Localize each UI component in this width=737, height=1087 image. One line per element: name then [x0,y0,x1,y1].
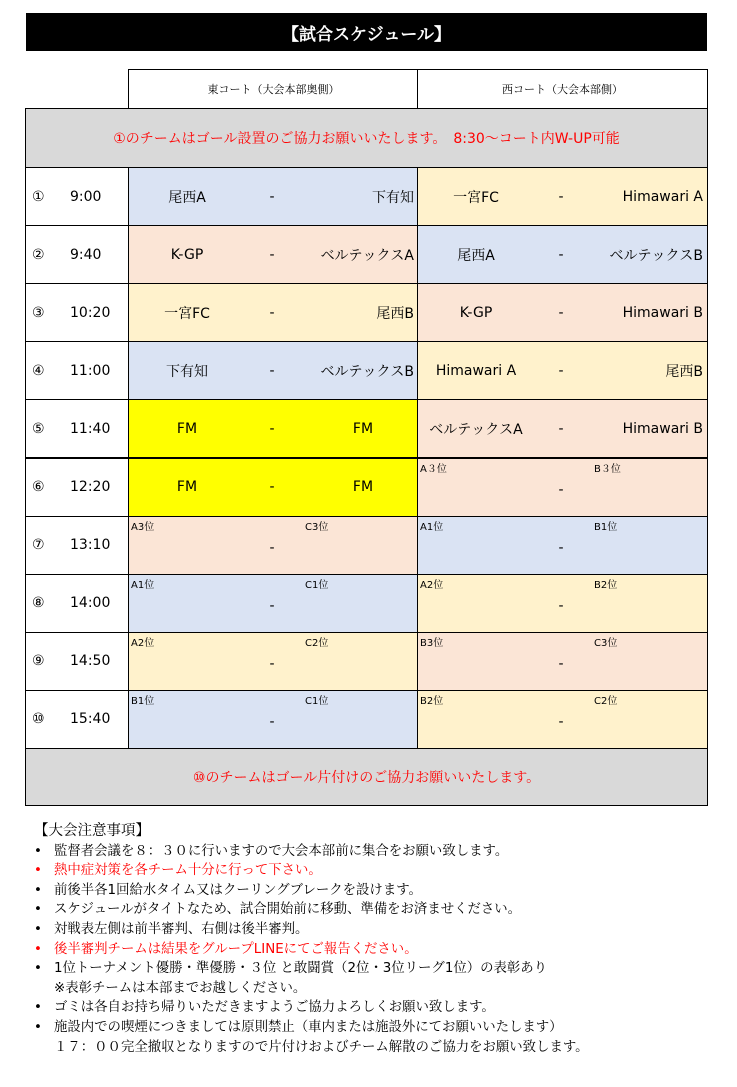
versus-dash: - [558,188,564,205]
match-time: 14:50 [70,653,111,670]
west-match-cell [417,167,708,226]
note-line: 施設内での喫煙につきましては原則禁止（車内または施設外にてお願いいたします） [54,1019,563,1035]
west-match-cell [417,690,708,749]
row-time-cell [25,167,129,226]
row-time-cell [25,341,129,400]
home-team: FM [176,420,198,437]
match-number: ③ [32,304,45,321]
home-seed: B1位 [131,695,155,707]
versus-dash: - [269,188,275,205]
away-team: ベルテックスA [320,247,414,264]
versus-dash: - [558,420,564,437]
away-team: FM [352,479,374,496]
note-item [30,940,720,960]
note-line: ゴミは各自お持ち帰りいただきますようご協力よろしくお願い致します。 [54,1000,495,1016]
note-line: 熱中症対策を各チーム十分に行って下さい。 [54,863,322,879]
bottom-notice: ⑩のチームはゴール片付けのご協力お願いいたします。 [25,748,708,806]
note-line: スケジュールがタイトなため、試合開始前に移動、準備をお済ませください。 [54,902,522,918]
away-seed: C1位 [305,695,329,707]
note-line: 対戦表左側は前半審判、右側は後半審判。 [54,921,309,937]
west-match-cell [417,574,708,633]
note-line: １７：００完全撤収となりますので片付けおよびチーム解散のご協力をお願い致します。 [54,1039,589,1055]
versus-dash: - [558,597,564,614]
row-time-cell [25,516,129,575]
west-match-cell [417,516,708,575]
away-team: 尾西B [376,305,414,322]
versus-dash: - [558,713,564,730]
home-team: K-GP [170,246,204,263]
note-item [30,959,720,998]
bullet-icon: • [34,961,42,977]
row-time-cell [25,690,129,749]
home-team: Himawari A [435,362,517,379]
east-match-cell [128,516,419,575]
east-match-cell [128,341,419,400]
match-number: ⑥ [32,479,45,496]
versus-dash: - [269,420,275,437]
home-team: 尾西A [168,189,206,206]
notes-section [30,822,720,1057]
versus-dash: - [269,304,275,321]
east-court-header: 東コート（大会本部奥側） [128,69,419,109]
bullet-icon: • [34,882,42,898]
match-time: 11:40 [70,420,111,437]
row-time-cell [25,399,129,458]
away-team: Himawari B [622,420,703,437]
east-match-cell [128,399,419,458]
row-time-cell [25,225,129,284]
home-team: K-GP [459,304,493,321]
note-item [30,842,720,862]
away-seed: C3位 [305,521,329,533]
away-seed: C2位 [305,637,329,649]
away-team: 尾西B [665,363,703,380]
note-line: ※表彰チームは本部までお越しください。 [54,980,307,996]
home-team: 一宮FC [164,305,210,322]
east-match-cell [128,167,419,226]
away-seed: B1位 [594,521,618,533]
match-number: ⑨ [32,653,45,670]
versus-dash: - [269,713,275,730]
west-match-cell [417,341,708,400]
row-time-cell [25,632,129,691]
match-time: 13:10 [70,537,111,554]
west-court-header: 西コート（大会本部側） [417,69,708,109]
east-match-cell [128,632,419,691]
note-item [30,900,720,920]
away-seed: C3位 [594,637,618,649]
bullet-icon: • [34,902,42,918]
match-number: ⑩ [32,711,45,728]
west-match-cell [417,225,708,284]
home-team: 下有知 [166,363,208,380]
versus-dash: - [269,362,275,379]
match-number: ④ [32,362,45,379]
note-line: 前後半各1回給水タイム又はクーリングブレークを設けます。 [54,882,422,898]
versus-dash: - [269,597,275,614]
versus-dash: - [558,539,564,556]
match-number: ① [32,188,45,205]
match-time: 12:20 [70,479,111,496]
away-team: Himawari A [622,188,703,205]
note-line: 後半審判チームは結果をグループLINEにてご報告ください。 [54,941,418,957]
match-number: ② [32,246,45,263]
page-title: 【試合スケジュール】 [26,13,707,51]
match-time: 9:40 [70,246,102,263]
home-seed: A2位 [420,579,444,591]
home-seed: A1位 [420,521,444,533]
versus-dash: - [558,655,564,672]
notes-heading: 【大会注意事項】 [34,823,150,839]
match-number: ⑦ [32,537,45,554]
west-match-cell [417,458,708,517]
versus-dash: - [558,246,564,263]
home-seed: A2位 [131,637,155,649]
home-seed: B3位 [420,637,444,649]
row-time-cell [25,283,129,342]
versus-dash: - [558,481,564,498]
bullet-icon: • [34,941,42,957]
bullet-icon: • [34,1019,42,1035]
home-team: ベルテックスA [429,421,523,438]
row-time-cell [25,574,129,633]
east-match-cell [128,690,419,749]
bullet-icon: • [34,843,42,859]
home-seed: B2位 [420,695,444,707]
versus-dash: - [269,479,275,496]
row-time-cell [25,458,129,517]
home-seed: A1位 [131,579,155,591]
away-team: Himawari B [622,304,703,321]
home-seed: A3位 [131,521,155,533]
away-seed: B2位 [594,579,618,591]
note-item [30,1018,720,1057]
east-match-cell [128,458,419,517]
away-seed: C2位 [594,695,618,707]
versus-dash: - [269,539,275,556]
bullet-icon: • [34,921,42,937]
versus-dash: - [558,362,564,379]
away-seed: C1位 [305,579,329,591]
home-seed: A３位 [420,463,447,475]
note-line: 1位トーナメント優勝・準優勝・３位 と敢闘賞（2位・3位リーグ1位）の表彰あり [54,961,548,977]
east-match-cell [128,283,419,342]
home-team: 尾西A [457,247,495,264]
west-match-cell [417,283,708,342]
versus-dash: - [269,655,275,672]
note-item [30,998,720,1018]
home-team: FM [176,479,198,496]
west-match-cell [417,399,708,458]
away-team: FM [352,420,374,437]
match-time: 14:00 [70,595,111,612]
note-item [30,861,720,881]
away-team: 下有知 [372,189,414,206]
note-line: 監督者会議を８：３０に行いますので大会本部前に集合をお願い致します。 [54,843,509,859]
west-match-cell [417,632,708,691]
match-number: ⑧ [32,595,45,612]
match-time: 9:00 [70,188,102,205]
match-number: ⑤ [32,420,45,437]
note-item [30,881,720,901]
match-time: 11:00 [70,362,111,379]
match-time: 15:40 [70,711,111,728]
east-match-cell [128,574,419,633]
away-seed: B３位 [594,463,621,475]
schedule-table [25,69,708,806]
note-item [30,920,720,940]
bullet-icon: • [34,863,42,879]
east-match-cell [128,225,419,284]
top-notice: ①のチームはゴール設置のご協力お願いいたします。 8:30～コート内W-UP可能 [25,108,708,168]
match-time: 10:20 [70,304,111,321]
away-team: ベルテックスB [609,247,703,264]
versus-dash: - [269,246,275,263]
away-team: ベルテックスB [320,363,414,380]
home-team: 一宮FC [453,189,499,206]
bullet-icon: • [34,1000,42,1016]
versus-dash: - [558,304,564,321]
